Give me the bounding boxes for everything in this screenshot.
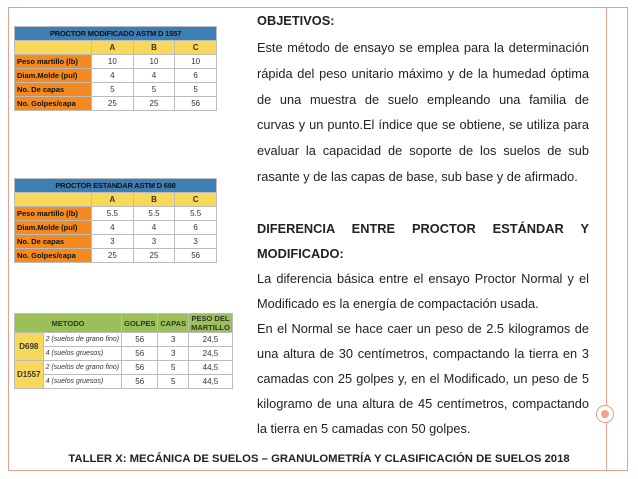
cell: 3 bbox=[133, 235, 175, 249]
cell: 56 bbox=[122, 347, 158, 361]
row-sublabel: 4 (suelos gruesos) bbox=[43, 375, 122, 389]
table-row bbox=[15, 207, 217, 221]
row-sublabel: 2 (suelos de grano fino) bbox=[43, 361, 122, 375]
cell: 10 bbox=[92, 55, 134, 69]
row-label: No. Golpes/capa bbox=[15, 249, 92, 263]
row-label: Diam.Molde (pul) bbox=[15, 69, 92, 83]
table-row bbox=[15, 69, 217, 83]
diferencia-paragraph-1: La diferencia básica entre el ensayo Proctor Normal y el Modificado es la energía de compactación usada. bbox=[257, 271, 589, 311]
column-header: C bbox=[175, 193, 217, 207]
diferencia-title: DIFERENCIA ENTRE PROCTOR ESTÁNDAR Y bbox=[257, 221, 589, 236]
objetivos-body: Este método de ensayo se emplea para la determinación rápida del peso unitario máximo y de la humedad óptima de una muestra de suelo empleando una familia de curvas y un punto.El índice que se obtiene, se utiliza para evaluar la capacidad de soporte de los suelos de sub rasante y de las capas de base, sub base y de afirmado. bbox=[257, 40, 589, 184]
diferencia-section bbox=[257, 216, 589, 441]
table-row bbox=[15, 249, 217, 263]
cell: 56 bbox=[122, 361, 158, 375]
cell: 3 bbox=[175, 235, 217, 249]
cell: 4 bbox=[133, 221, 175, 235]
header-empty bbox=[15, 193, 92, 207]
column-header: GOLPES bbox=[122, 314, 158, 333]
row-sublabel: 2 (suelos de grano fino) bbox=[43, 333, 122, 347]
cell: 3 bbox=[158, 347, 189, 361]
column-header: A bbox=[92, 193, 134, 207]
row-label: Diam.Molde (pul) bbox=[15, 221, 92, 235]
cell: 24,5 bbox=[189, 333, 233, 347]
objetivos-title: OBJETIVOS: bbox=[257, 13, 335, 28]
row-label: Peso martillo (lb) bbox=[15, 55, 92, 69]
cell: 5.5 bbox=[133, 207, 175, 221]
header-empty bbox=[15, 41, 92, 55]
table-row bbox=[15, 235, 217, 249]
cell: 5.5 bbox=[175, 207, 217, 221]
column-header: A bbox=[92, 41, 134, 55]
cell: 10 bbox=[175, 55, 217, 69]
slide-dot-ornament bbox=[596, 405, 614, 423]
cell: 25 bbox=[133, 97, 175, 111]
column-header: B bbox=[133, 41, 175, 55]
cell: 25 bbox=[133, 249, 175, 263]
cell: 5 bbox=[158, 361, 189, 375]
cell: 4 bbox=[133, 69, 175, 83]
cell: 44,5 bbox=[189, 375, 233, 389]
cell: 3 bbox=[92, 235, 134, 249]
diferencia-title-cont: MODIFICADO: bbox=[257, 246, 344, 261]
cell: 10 bbox=[133, 55, 175, 69]
column-header: PESO DEL MARTILLO bbox=[189, 314, 233, 333]
cell: 56 bbox=[122, 375, 158, 389]
row-label: No. De capas bbox=[15, 83, 92, 97]
cell: 25 bbox=[92, 249, 134, 263]
column-header: B bbox=[133, 193, 175, 207]
diferencia-paragraph-2: En el Normal se hace caer un peso de 2.5 kilogramos de una altura de 30 centímetros, compactando la tierra en 3 camadas con 25 golpes y, en el Modificado, un peso de 5 kilogramo de una altura de 45 centímetros, compactando la tierra en 5 camadas con 50 golpes. bbox=[257, 321, 589, 436]
table-row bbox=[15, 221, 217, 235]
cell: 4 bbox=[92, 69, 134, 83]
table-row bbox=[15, 347, 233, 361]
column-header: CAPAS bbox=[158, 314, 189, 333]
cell: 24,5 bbox=[189, 347, 233, 361]
cell: 5 bbox=[92, 83, 134, 97]
table-row bbox=[15, 97, 217, 111]
column-header: C bbox=[175, 41, 217, 55]
table-row bbox=[15, 375, 233, 389]
slide-footer: TALLER X: MECÁNICA DE SUELOS – GRANULOMETRÍA Y CLASIFICACIÓN DE SUELOS 2018 bbox=[68, 453, 570, 465]
table-title: PROCTOR ESTANDAR ASTM D 698 bbox=[15, 179, 217, 193]
frame-vertical-line bbox=[606, 7, 607, 471]
cell: 4 bbox=[92, 221, 134, 235]
table-title: PROCTOR MODIFICADO ASTM D 1557 bbox=[15, 27, 217, 41]
method-group-label: D1557 bbox=[15, 361, 44, 389]
cell: 3 bbox=[158, 333, 189, 347]
proctor-modificado-table bbox=[14, 26, 217, 111]
table-row bbox=[15, 83, 217, 97]
proctor-estandar-table bbox=[14, 178, 217, 263]
row-sublabel: 4 (suelos gruesos) bbox=[43, 347, 122, 361]
cell: 6 bbox=[175, 69, 217, 83]
method-group-label: D698 bbox=[15, 333, 44, 361]
row-label: No. De capas bbox=[15, 235, 92, 249]
row-label: No. Golpes/capa bbox=[15, 97, 92, 111]
table-row bbox=[15, 55, 217, 69]
cell: 5 bbox=[133, 83, 175, 97]
column-header: METODO bbox=[15, 314, 122, 333]
cell: 5 bbox=[175, 83, 217, 97]
cell: 44,5 bbox=[189, 361, 233, 375]
metodo-comparison-table bbox=[14, 313, 233, 389]
cell: 6 bbox=[175, 221, 217, 235]
cell: 56 bbox=[122, 333, 158, 347]
table-row bbox=[15, 361, 233, 375]
table-row bbox=[15, 333, 233, 347]
cell: 25 bbox=[92, 97, 134, 111]
cell: 5.5 bbox=[92, 207, 134, 221]
cell: 56 bbox=[175, 97, 217, 111]
cell: 5 bbox=[158, 375, 189, 389]
row-label: Peso martillo (lb) bbox=[15, 207, 92, 221]
cell: 56 bbox=[175, 249, 217, 263]
